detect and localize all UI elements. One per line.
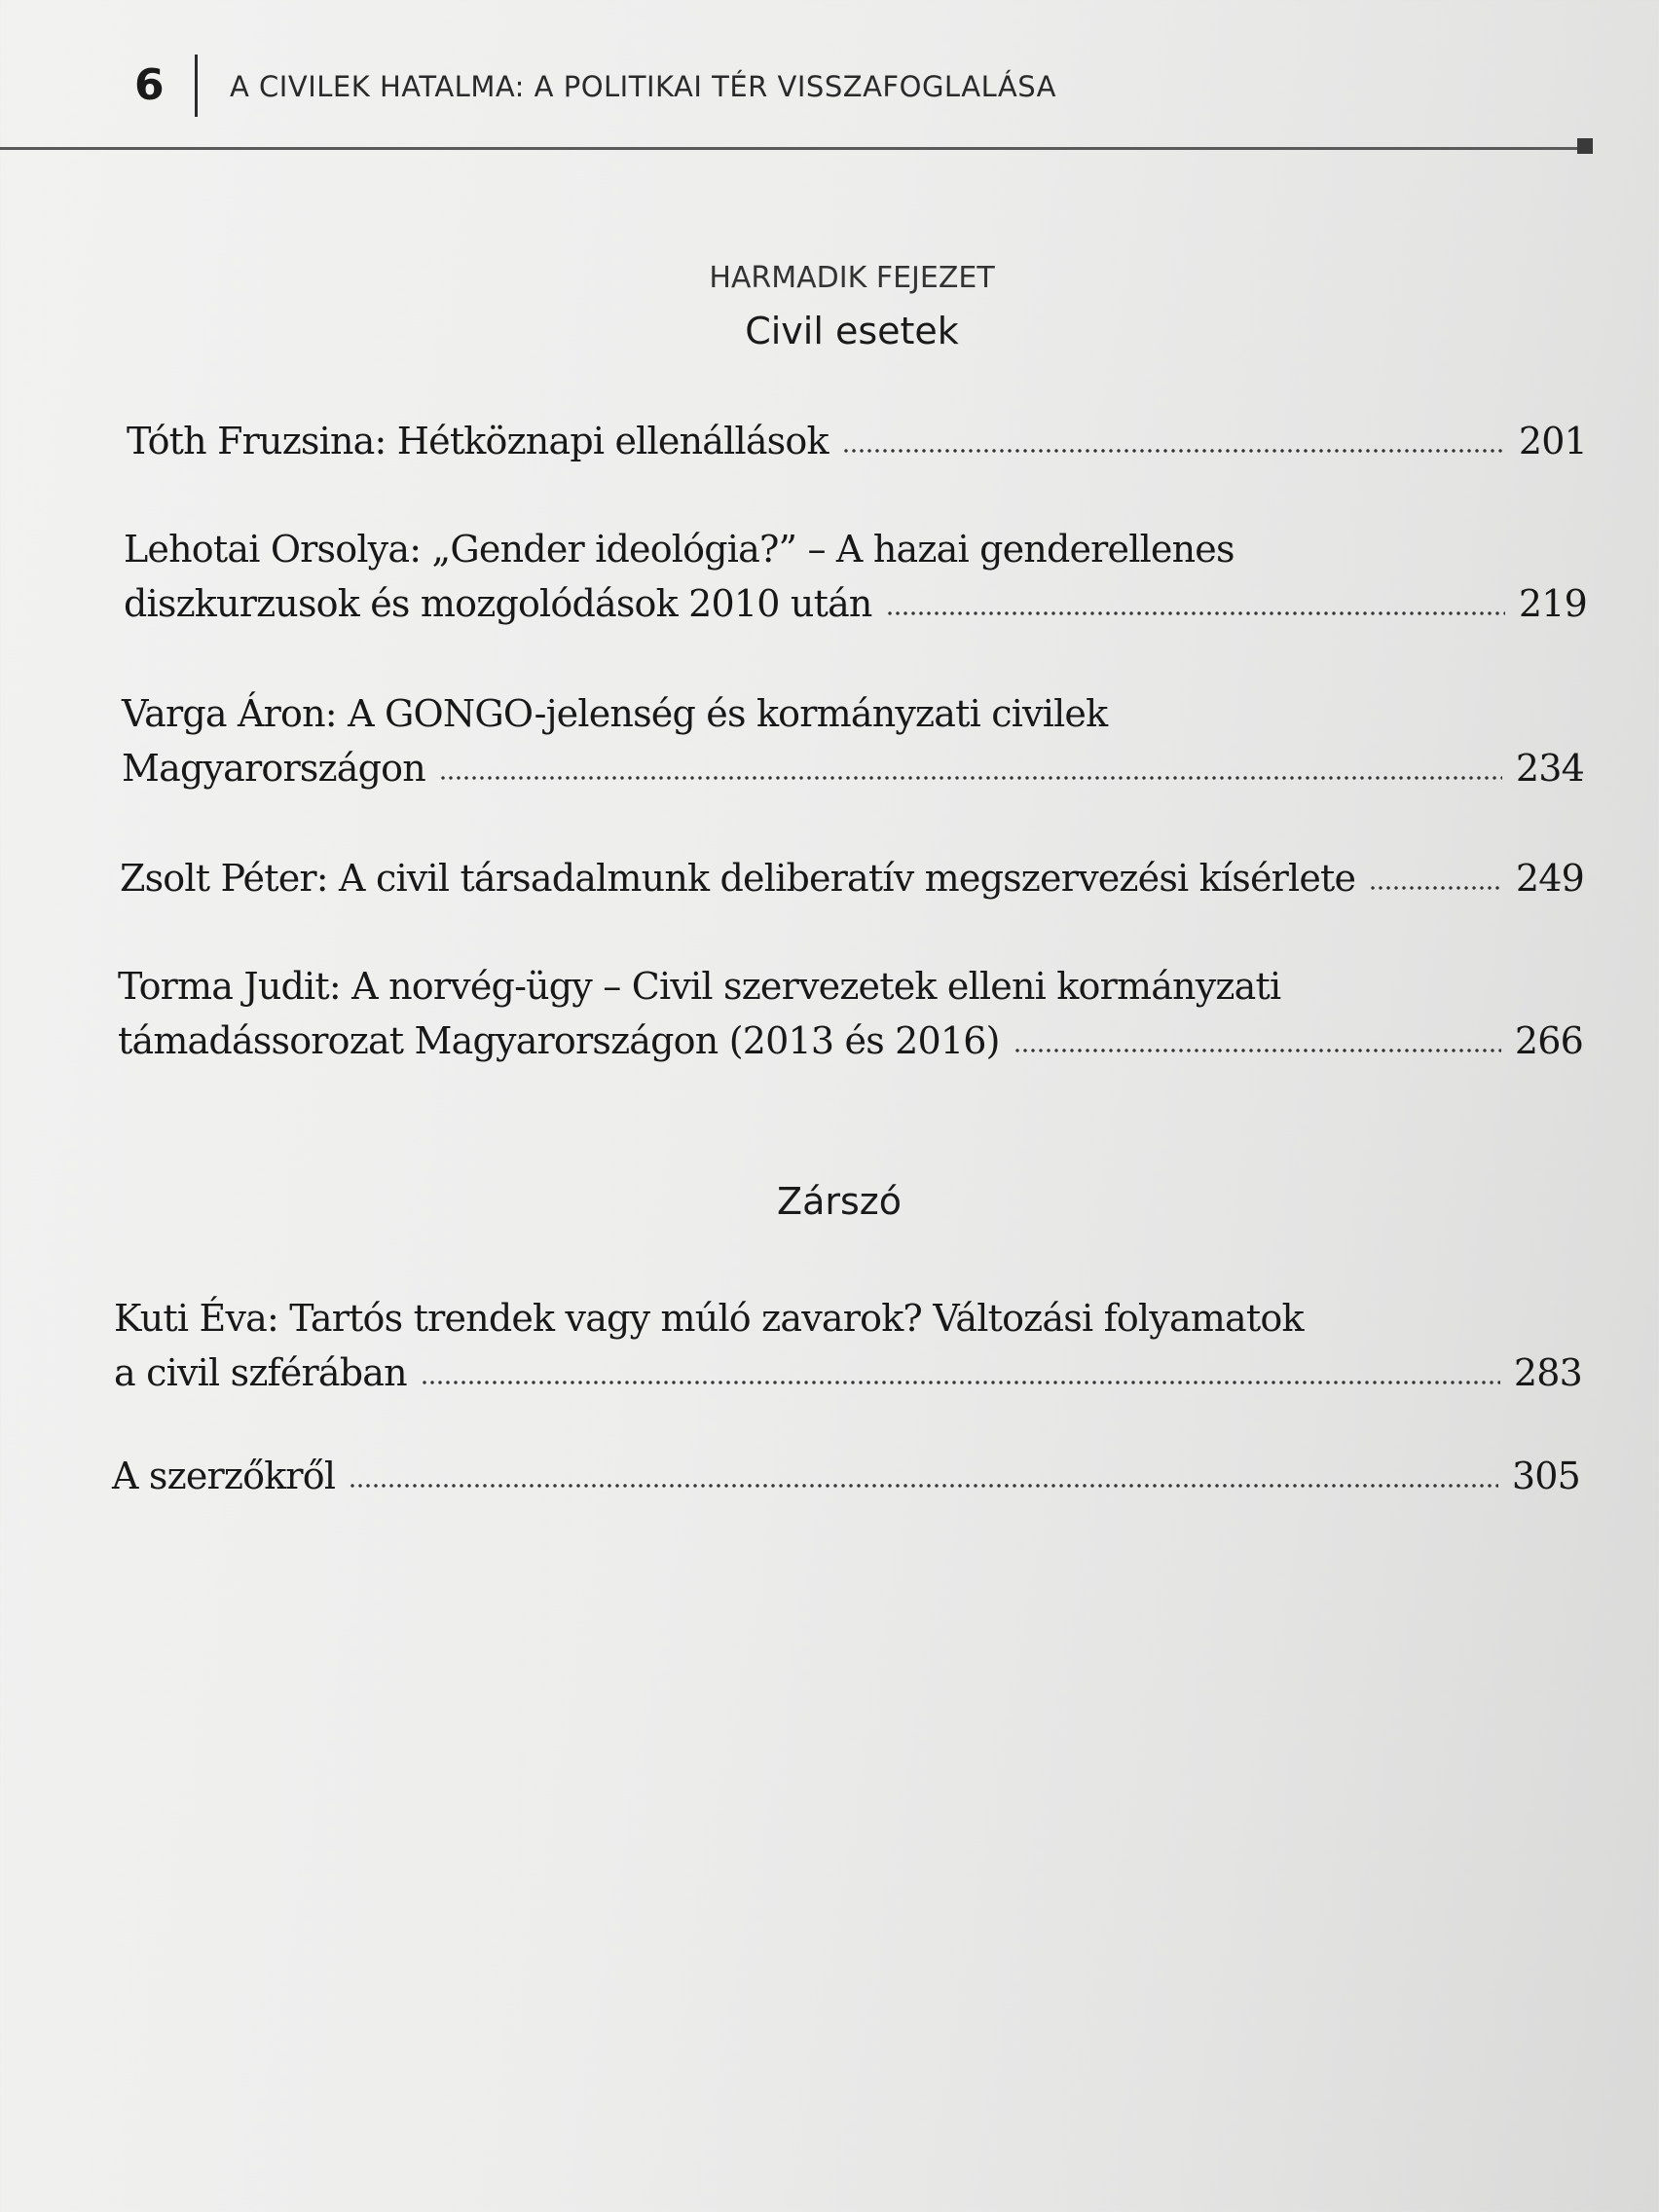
entry-page-number: 305: [1511, 1455, 1580, 1497]
entry-page-number: 249: [1515, 857, 1584, 900]
header-separator: [195, 55, 198, 117]
closing-title: Zárszó: [777, 1180, 902, 1223]
leader-dots: [1014, 1048, 1501, 1053]
entry-text: Kuti Éva: Tartós trendek vagy múló zavarok? Változási folyamatok: [114, 1297, 1304, 1340]
toc-entry: [124, 522, 1587, 631]
header-rule: [0, 147, 1585, 150]
entry-page-number: 283: [1513, 1351, 1582, 1394]
toc-entry: [118, 959, 1583, 1068]
chapter-title: Civil esetek: [745, 310, 959, 352]
entry-text: A szerzőkről: [112, 1455, 336, 1497]
entry-text: Torma Judit: A norvég-ügy – Civil szervezetek elleni kormányzati: [118, 965, 1281, 1008]
entry-text: Magyarországon: [122, 747, 425, 790]
entry-page-number: 219: [1518, 582, 1587, 625]
chapter-label: HARMADIK FEJEZET: [709, 261, 995, 295]
entry-page-number: 234: [1515, 747, 1584, 790]
page-number: 6: [134, 60, 165, 110]
toc-entry: [127, 414, 1587, 468]
entry-text: a civil szférában: [114, 1351, 407, 1394]
entry-text: Tóth Fruzsina: Hétköznapi ellenállások: [127, 420, 829, 462]
leader-dots: [886, 610, 1505, 616]
entry-text: diszkurzusok és mozgolódások 2010 után: [124, 582, 872, 625]
entry-page-number: 266: [1514, 1019, 1583, 1062]
entry-text: Lehotai Orsolya: „Gender ideológia?” – A hazai genderellenes: [124, 528, 1235, 571]
entry-text: Zsolt Péter: A civil társadalmunk deliberatív megszervezési kísérlete: [120, 857, 1356, 900]
header-rule-end-square: [1577, 138, 1593, 154]
entry-page-number: 201: [1518, 420, 1587, 462]
leader-dots: [1369, 885, 1502, 891]
toc-entry: [112, 1449, 1580, 1503]
entry-text: Varga Áron: A GONGO-jelenség és kormányzati civilek: [122, 692, 1108, 735]
leader-dots: [349, 1483, 1498, 1489]
running-title: A CIVILEK HATALMA: A POLITIKAI TÉR VISSZAFOGLALÁSA: [230, 70, 1057, 103]
leader-dots: [421, 1380, 1500, 1385]
leader-dots: [439, 775, 1502, 781]
toc-entry: [120, 851, 1584, 905]
leader-dots: [842, 448, 1505, 454]
toc-entry: [114, 1291, 1582, 1400]
entry-text: támadássorozat Magyarországon (2013 és 2016): [118, 1019, 1000, 1062]
toc-entry: [122, 686, 1584, 795]
